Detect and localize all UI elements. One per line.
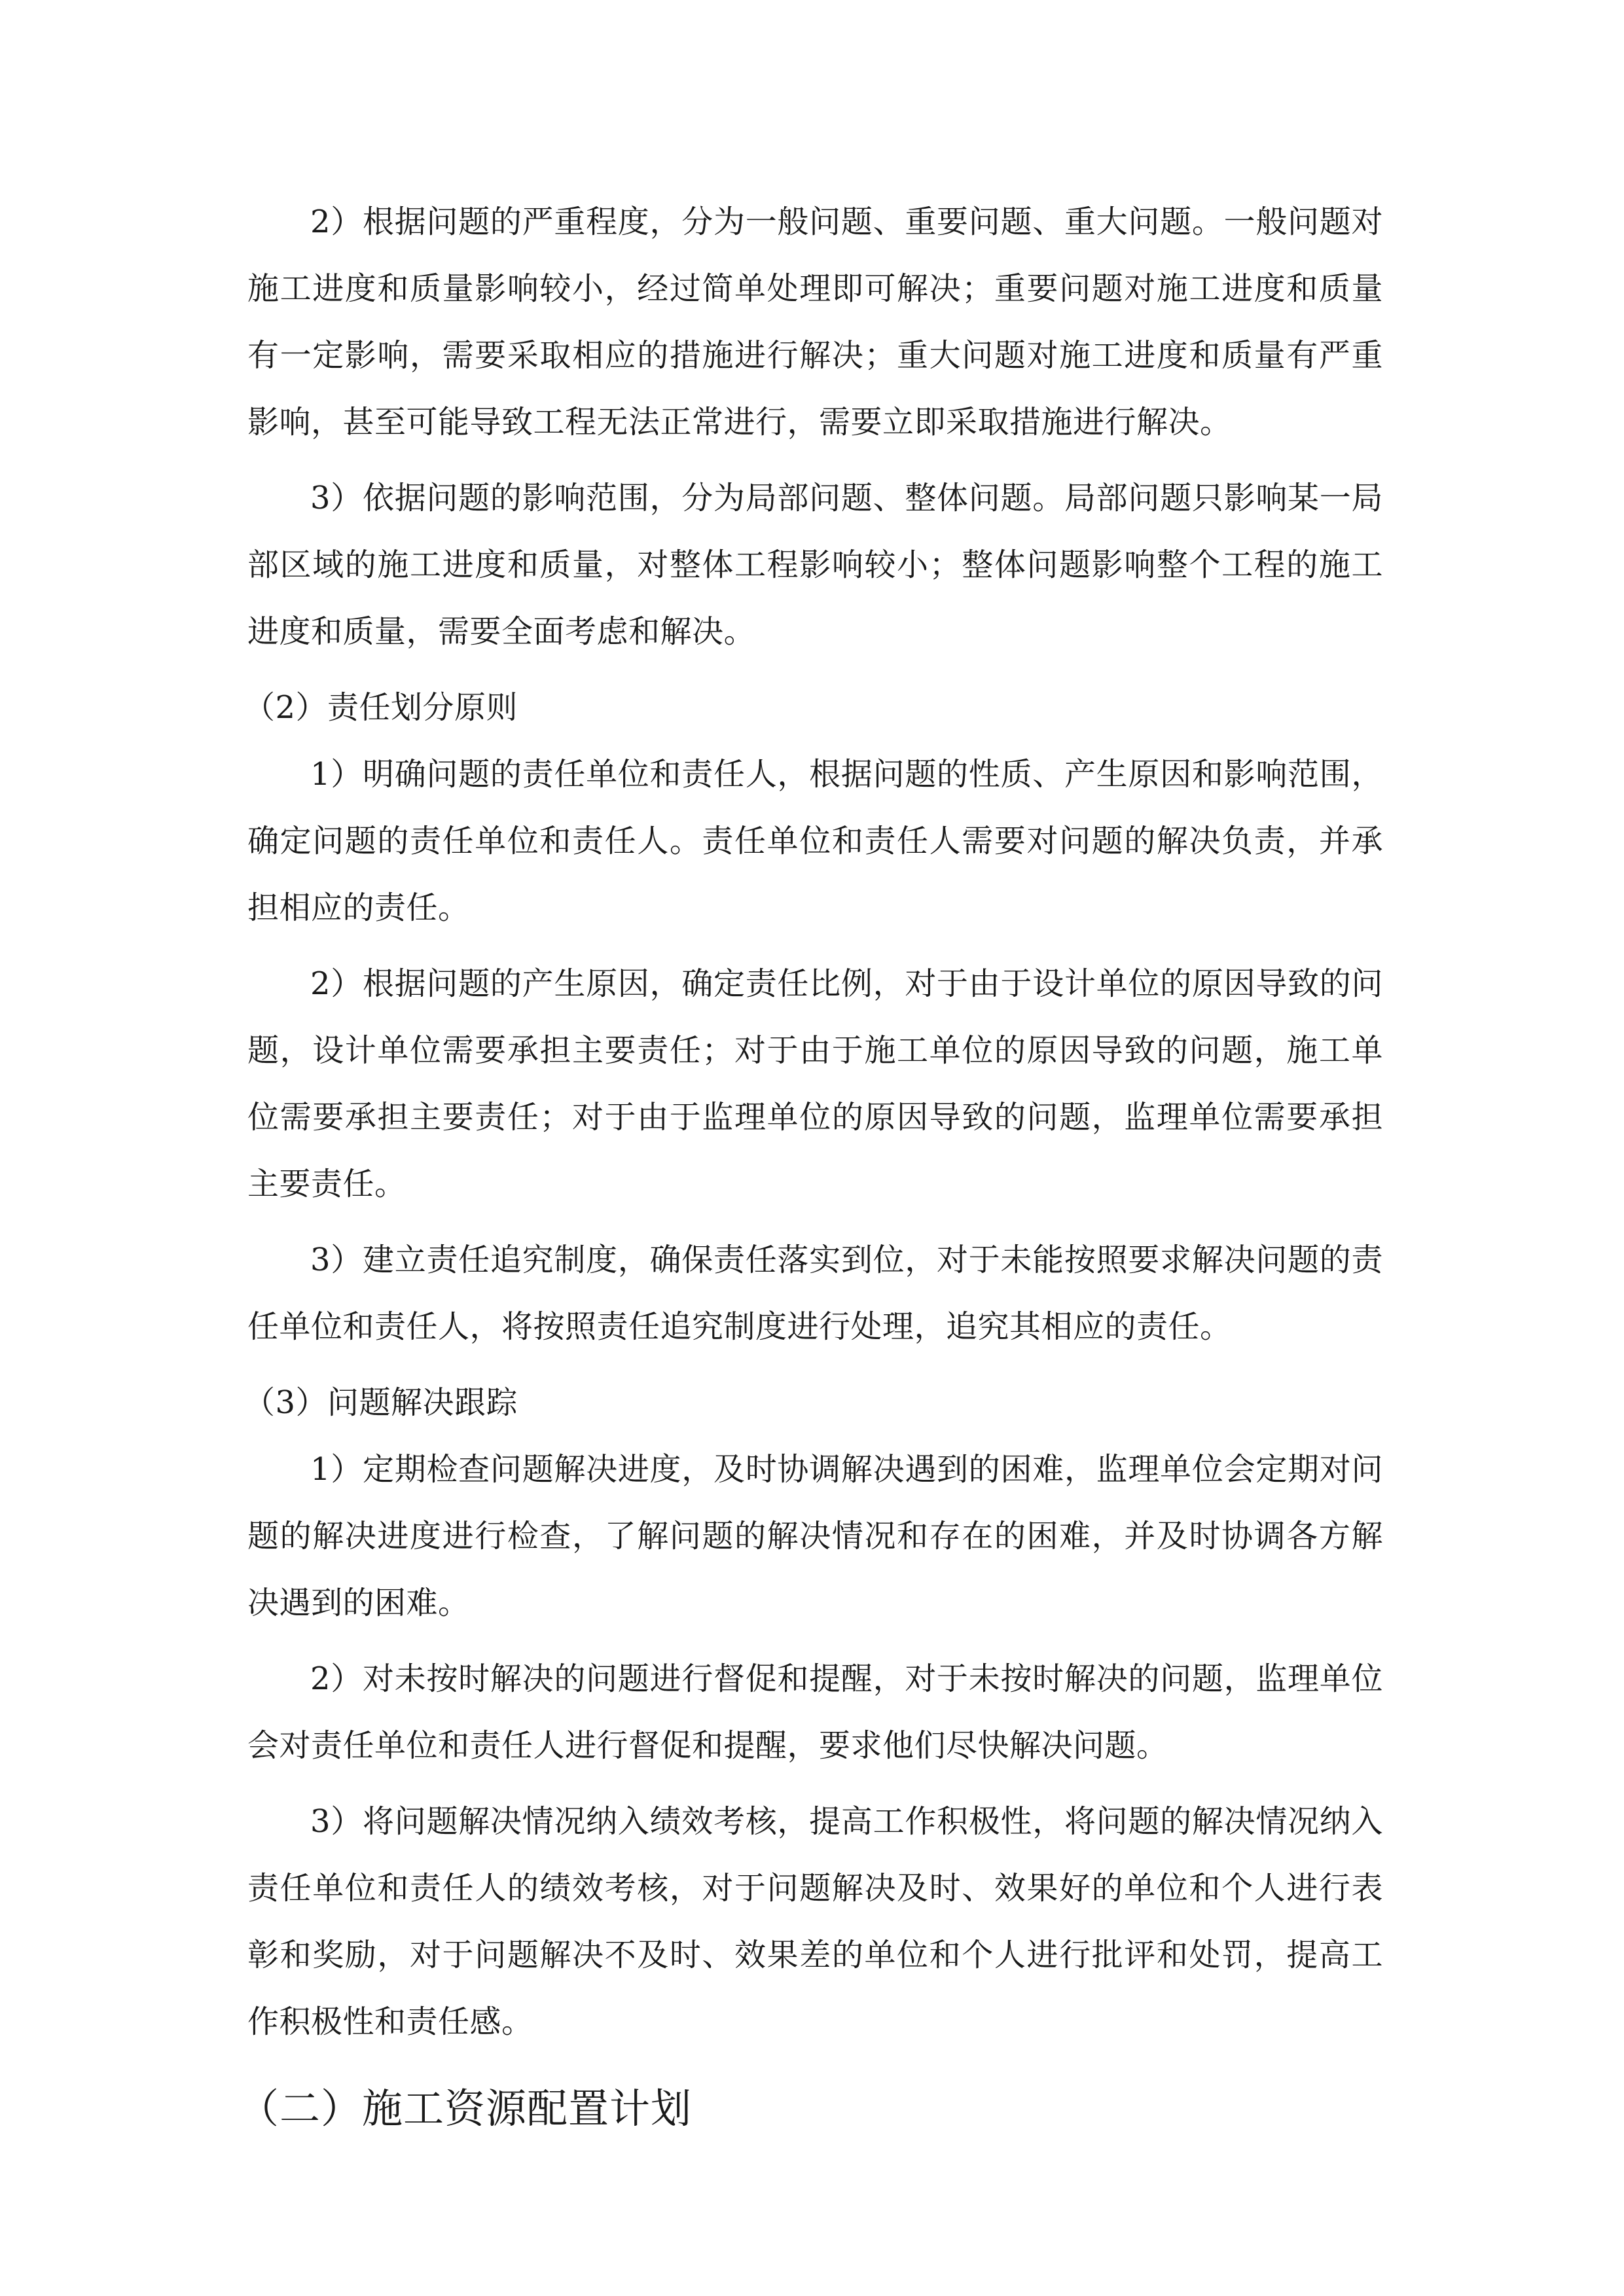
paragraph-responsibility-ratio: 2）根据问题的产生原因，确定责任比例，对于由于设计单位的原因导致的问题，设计单位需要承担主要责任；对于由于施工单位的原因导致的问题，施工单位需要承担主要责任；对于由于监理单位的原因导致的问题，监理单位需要承担主要责任。 [247,965,1383,1202]
paragraph-periodic-check: 1）定期检查问题解决进度，及时协调解决遇到的困难，监理单位会定期对问题的解决进度进行检查，了解问题的解决情况和存在的困难，并及时协调各方解决遇到的困难。 [247,1451,1383,1621]
paragraph-urge-and-remind: 2）对未按时解决的问题进行督促和提醒，对于未按时解决的问题，监理单位会对责任单位和责任人进行督促和提醒，要求他们尽快解决问题。 [247,1660,1383,1764]
paragraph-severity-classification: 2）根据问题的严重程度，分为一般问题、重要问题、重大问题。一般问题对施工进度和质量影响较小，经过简单处理即可解决；重要问题对施工进度和质量有一定影响，需要采取相应的措施进行解决；重大问题对施工进度和质量有严重影响，甚至可能导致工程无法正常进行，需要立即采取措施进行解决。 [247,204,1383,440]
paragraph-define-responsibility: 1）明确问题的责任单位和责任人，根据问题的性质、产生原因和影响范围，确定问题的责任单位和责任人。责任单位和责任人需要对问题的解决负责，并承担相应的责任。 [247,756,1383,926]
document-body [238,188,1383,2148]
section-heading-resource-plan: （二）施工资源配置计划 [238,2085,693,2132]
paragraph-scope-classification: 3）依据问题的影响范围，分为局部问题、整体问题。局部问题只影响某一局部区域的施工进度和质量，对整体工程影响较小；整体问题影响整个工程的施工进度和质量，需要全面考虑和解决。 [247,480,1383,650]
paragraph-performance-assessment: 3）将问题解决情况纳入绩效考核，提高工作积极性，将问题的解决情况纳入责任单位和责任人的绩效考核，对于问题解决及时、效果好的单位和个人进行表彰和奖励，对于问题解决不及时、效果差的单位和个人进行批评和处罚，提高工作积极性和责任感。 [247,1803,1383,2040]
subheading-problem-tracking: （3）问题解决跟踪 [244,1384,518,1421]
subheading-responsibility-principles: （2）责任划分原则 [244,689,518,726]
paragraph-accountability-system: 3）建立责任追究制度，确保责任落实到位，对于未能按照要求解决问题的责任单位和责任人，将按照责任追究制度进行处理，追究其相应的责任。 [247,1242,1383,1345]
